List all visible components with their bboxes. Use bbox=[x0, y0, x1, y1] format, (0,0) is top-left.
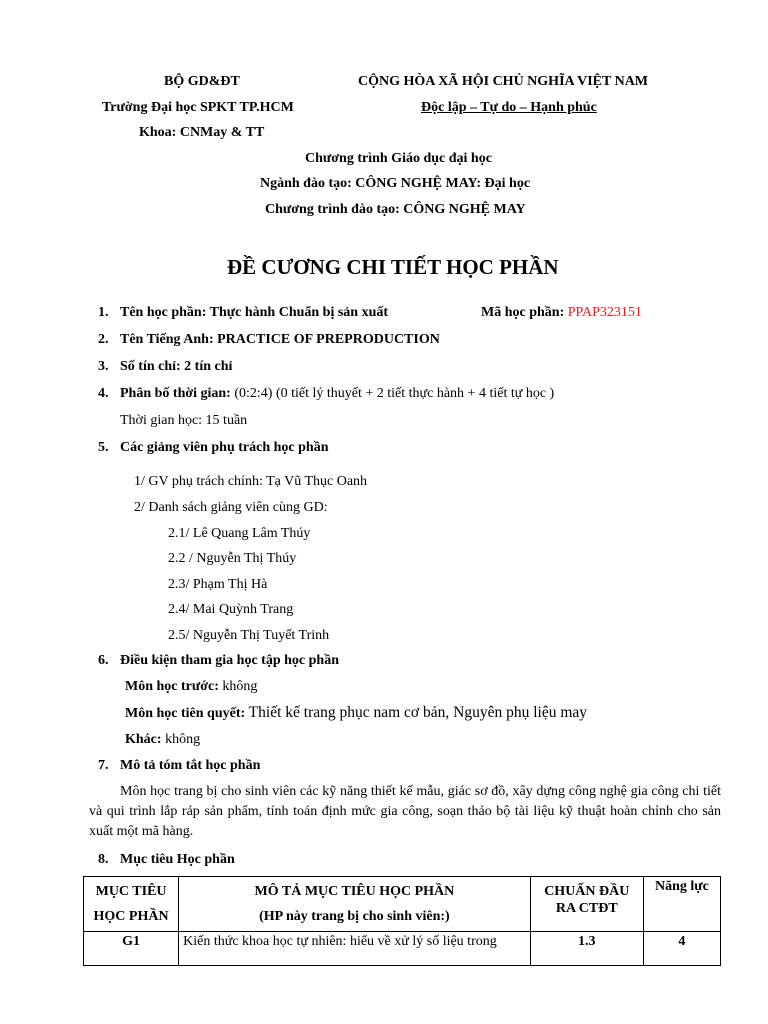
other-value: không bbox=[165, 732, 201, 747]
national-slogan: Độc lập – Tự do – Hạnh phúc bbox=[421, 100, 597, 115]
header-description-line-1: MÔ TẢ MỤC TIÊU HỌC PHẦN bbox=[254, 884, 455, 899]
program-line-2: Ngành đào tạo: CÔNG NGHỆ MAY: Đại học bbox=[260, 176, 531, 191]
item-number: 6. bbox=[98, 653, 109, 668]
lecturer-item: 2.2 / Nguyễn Thị Thúy bbox=[168, 551, 297, 566]
item-2 bbox=[98, 332, 440, 348]
item-label: Phân bố thời gian: bbox=[120, 386, 235, 401]
header-objective-line-1: MỤC TIÊU bbox=[95, 884, 167, 899]
lecturer-item: 2.1/ Lê Quang Lâm Thúy bbox=[168, 526, 311, 541]
university-name: Trường Đại học SPKT TP.HCM bbox=[102, 100, 294, 115]
header-competency: Năng lực bbox=[643, 877, 720, 932]
header-description bbox=[179, 877, 531, 932]
item-label: Mục tiêu Học phần bbox=[120, 852, 235, 867]
prerequisite-course bbox=[125, 704, 587, 722]
header-outcome bbox=[530, 877, 643, 932]
header-outcome-line-1: CHUẨN ĐẦU bbox=[544, 884, 630, 899]
item-1 bbox=[98, 305, 388, 321]
course-description: Môn học trang bị cho sinh viên các kỹ năng thiết kế mẫu, giác sơ đồ, xây dựng công nghệ gia công chi tiết và qui trình lắp ráp sản phẩm, tính toán định mức gia công, soạn thảo bộ tài liệu kỹ thuật hoàn chỉnh cho sản xuất một mã hàng. bbox=[89, 784, 721, 839]
prerequisite-label: Môn học tiên quyết: bbox=[125, 706, 249, 721]
lecturer-item: 2.3/ Phạm Thị Hà bbox=[168, 577, 268, 592]
objective-outcome: 1.3 bbox=[530, 932, 643, 966]
prerequisite-value: Thiết kế trang phục nam cơ bản, Nguyên phụ liệu may bbox=[248, 704, 588, 721]
item-label: Tên học phần: Thực hành Chuẩn bị sản xuất bbox=[120, 305, 389, 320]
item-3 bbox=[98, 359, 232, 375]
item-label: Số tín chỉ: 2 tín chỉ bbox=[120, 359, 233, 374]
prior-course-label: Môn học trước: bbox=[125, 679, 223, 694]
ministry-label: BỘ GD&ĐT bbox=[164, 74, 240, 89]
objective-level: 4 bbox=[643, 932, 720, 966]
course-code-label: Mã học phần: bbox=[481, 305, 568, 320]
header-description-line-2: (HP này trang bị cho sinh viên:) bbox=[259, 909, 450, 924]
item-7 bbox=[98, 758, 260, 774]
item-label: Mô tả tóm tắt học phần bbox=[120, 758, 261, 773]
item-number: 5. bbox=[98, 440, 109, 455]
item-number: 8. bbox=[98, 852, 109, 867]
program-line-3: Chương trình đào tạo: CÔNG NGHỆ MAY bbox=[265, 202, 526, 217]
course-code bbox=[481, 305, 642, 321]
program-line-1: Chương trình Giáo dục đại học bbox=[305, 151, 492, 166]
item-value: (0:2:4) (0 tiết lý thuyết + 2 tiết thực hành + 4 tiết tự học ) bbox=[234, 386, 555, 401]
country-motto: CỘNG HÒA XÃ HỘI CHỦ NGHĨA VIỆT NAM bbox=[358, 74, 649, 89]
prior-course-value: không bbox=[222, 679, 258, 694]
item-5 bbox=[98, 440, 328, 456]
lecturer-list-title: 2/ Danh sách giảng viên cùng GD: bbox=[134, 500, 328, 515]
item-number: 4. bbox=[98, 386, 109, 401]
table-header-row bbox=[84, 877, 721, 932]
item-label: Tên Tiếng Anh: PRACTICE OF PREPRODUCTION bbox=[120, 332, 440, 347]
item-label: Điều kiện tham gia học tập học phần bbox=[120, 653, 339, 668]
header-objective bbox=[84, 877, 179, 932]
header-outcome-line-2: RA CTĐT bbox=[555, 901, 618, 916]
lecturer-item: 2.4/ Mai Quỳnh Trang bbox=[168, 602, 294, 617]
table-row bbox=[84, 932, 721, 966]
study-duration: Thời gian học: 15 tuần bbox=[120, 413, 248, 428]
course-code-value: PPAP323151 bbox=[567, 305, 642, 320]
other-label: Khác: bbox=[125, 732, 166, 747]
item-label: Các giảng viên phụ trách học phần bbox=[120, 440, 329, 455]
lecturer-item: 2.5/ Nguyễn Thị Tuyết Trinh bbox=[168, 628, 330, 643]
item-8 bbox=[98, 852, 235, 868]
item-number: 3. bbox=[98, 359, 109, 374]
prior-course bbox=[125, 679, 257, 695]
item-number: 2. bbox=[98, 332, 109, 347]
item-number: 1. bbox=[98, 305, 109, 320]
item-4 bbox=[98, 386, 554, 402]
item-number: 7. bbox=[98, 758, 109, 773]
objective-description: Kiến thức khoa học tự nhiên: hiểu về xử lý số liệu trong bbox=[179, 932, 531, 966]
item-6 bbox=[98, 653, 339, 669]
faculty-name: Khoa: CNMay & TT bbox=[139, 125, 265, 140]
header-objective-line-2: HỌC PHẦN bbox=[93, 909, 169, 924]
objective-id: G1 bbox=[84, 932, 179, 966]
other-condition bbox=[125, 732, 200, 748]
document-title: ĐỀ CƯƠNG CHI TIẾT HỌC PHẦN bbox=[227, 255, 559, 279]
objectives-table bbox=[83, 876, 721, 966]
main-lecturer: 1/ GV phụ trách chính: Tạ Vũ Thục Oanh bbox=[134, 474, 368, 489]
